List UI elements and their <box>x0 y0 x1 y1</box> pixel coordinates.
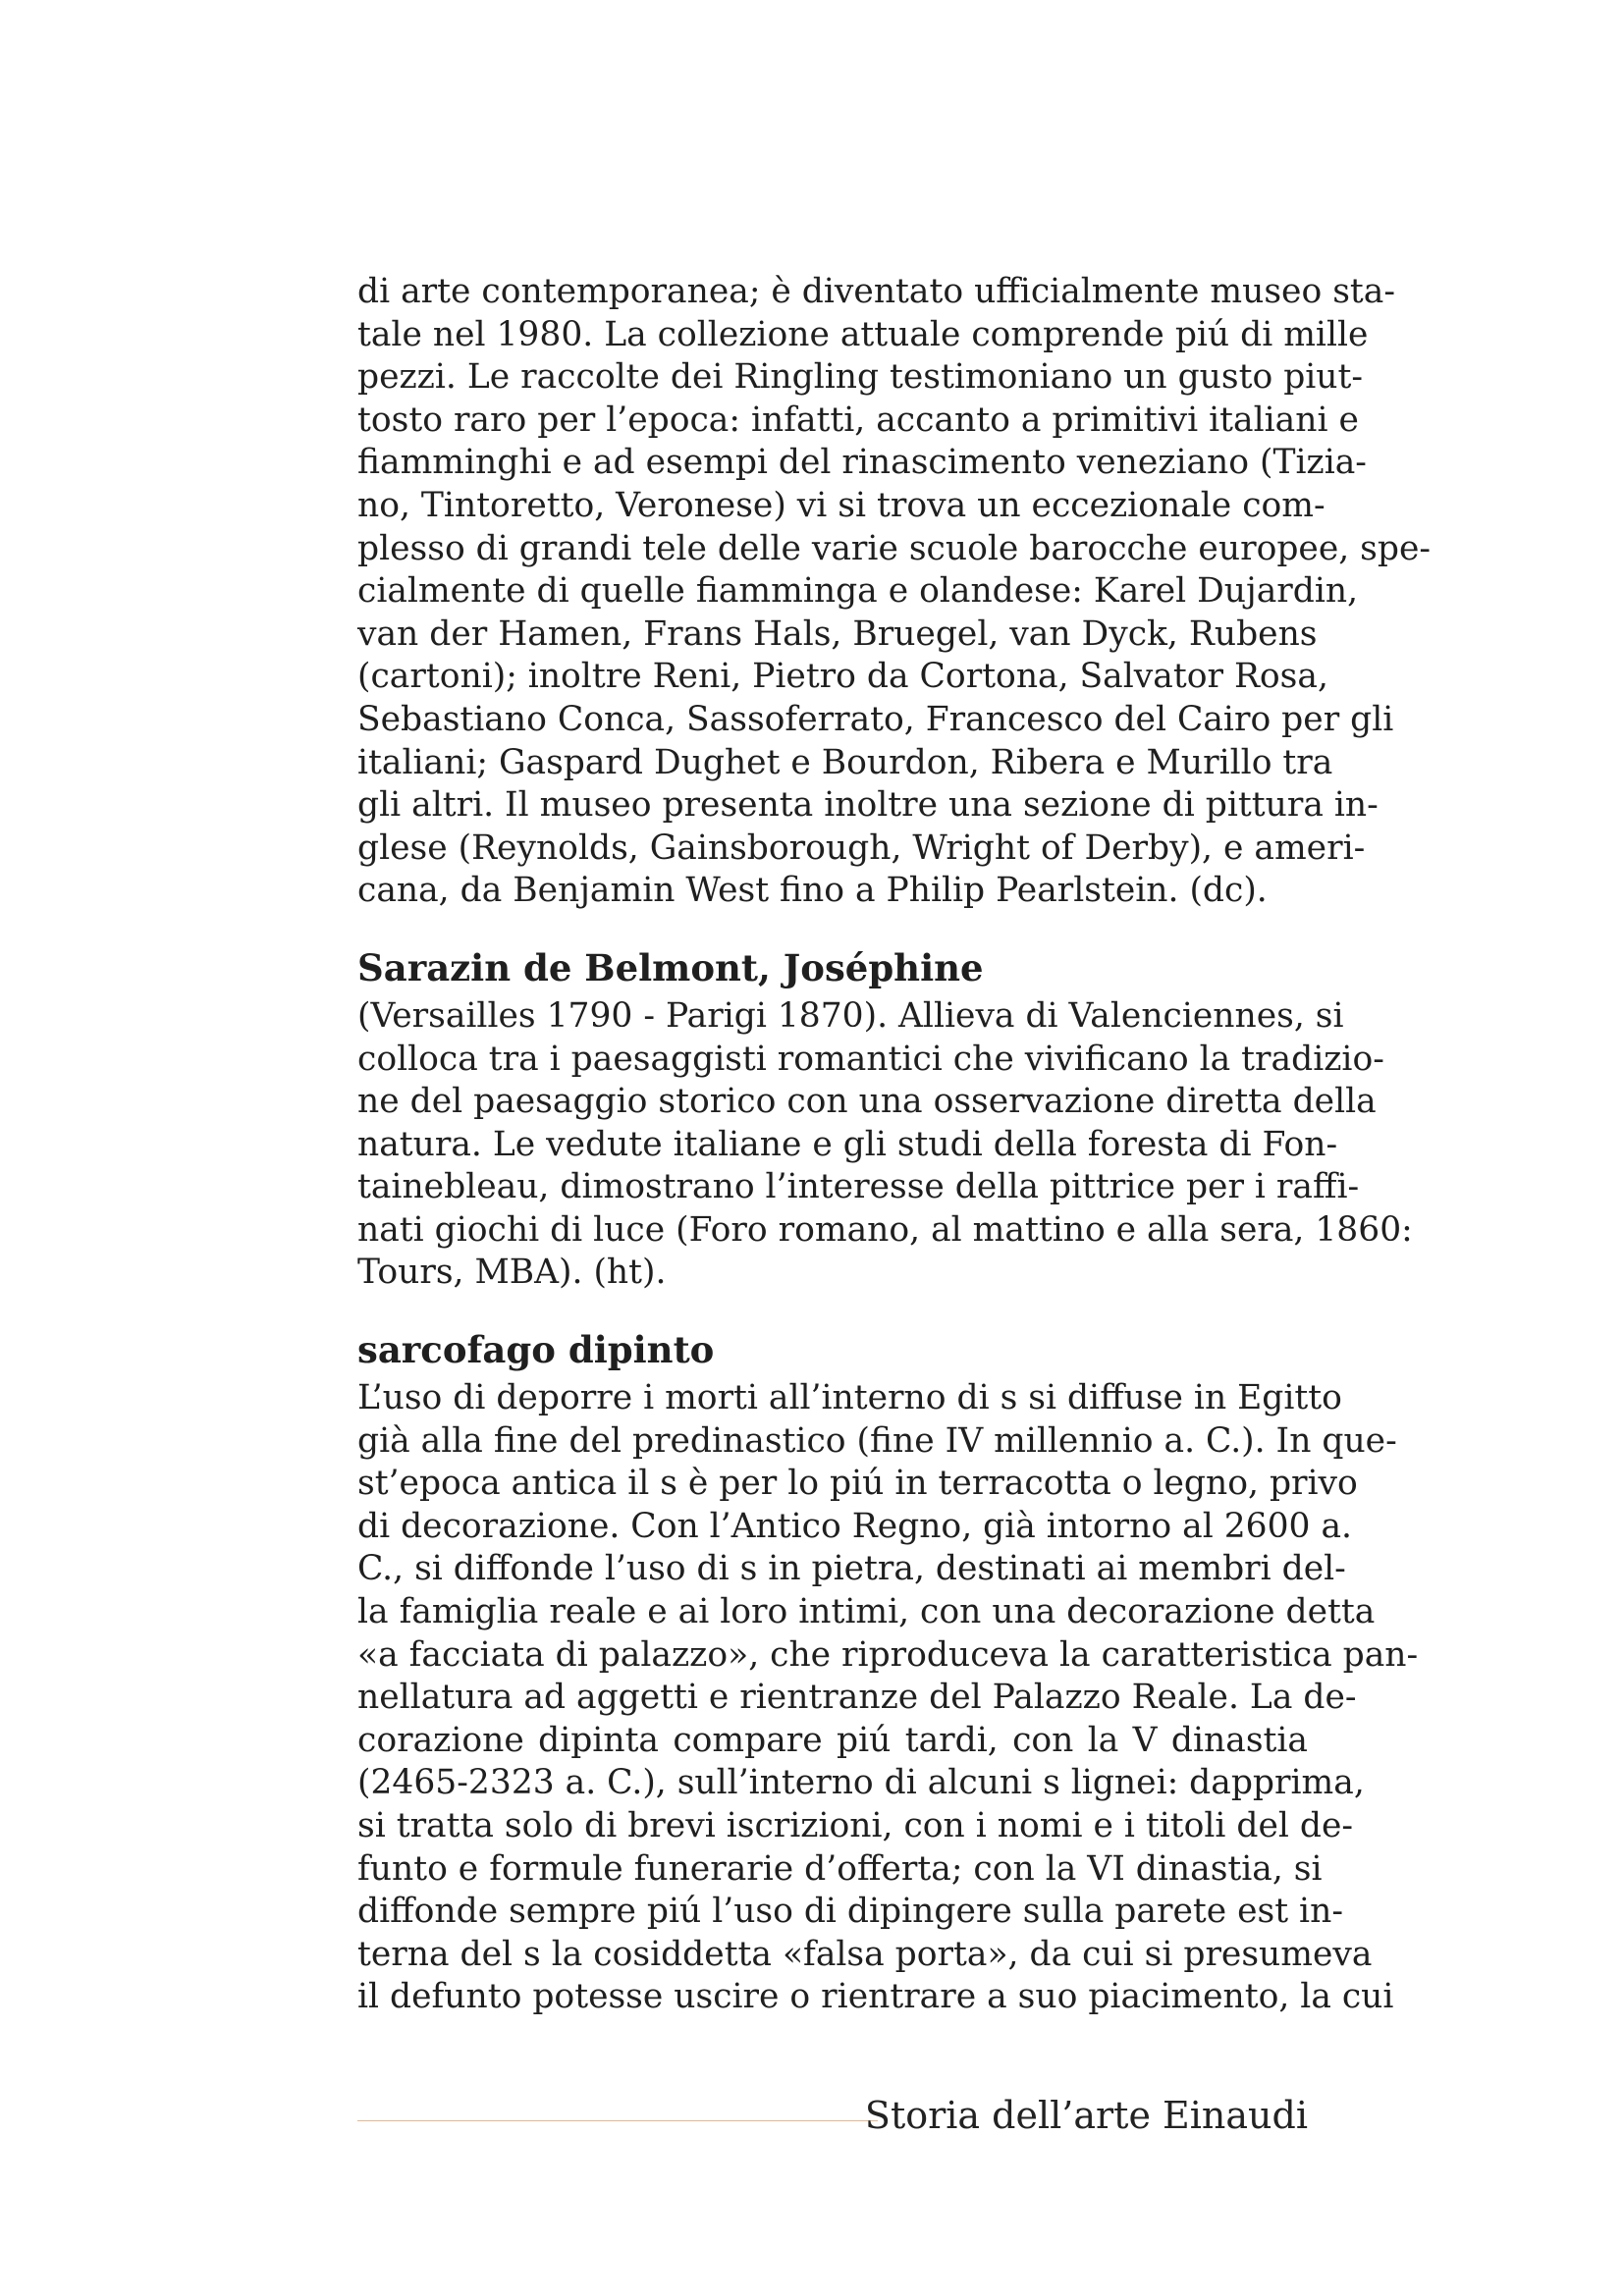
text-line: il defunto potesse uscire o rientrare a suo piacimento, la cui <box>357 1977 1394 2017</box>
footer-publisher: Storia dell’arte Einaudi <box>864 2094 1308 2137</box>
text-line: cialmente di quelle fiamminga e olandese: Karel Dujardin, <box>357 571 1359 612</box>
text-line: tosto raro per l’epoca: infatti, accanto a primitivi italiani e <box>357 400 1359 440</box>
text-line: (Versailles 1790 - Parigi 1870). Allieva di Valenciennes, si <box>357 995 1344 1036</box>
text-line: (cartoni); inoltre Reni, Pietro da Cortona, Salvator Rosa, <box>357 657 1328 697</box>
text-line: Tours, MBA). (ht). <box>357 1253 667 1293</box>
text-line: già alla fine del predinastico (fine IV millennio a. C.). In que- <box>357 1420 1397 1461</box>
text-line: plesso di grandi tele delle varie scuole barocche europee, spe- <box>357 528 1432 568</box>
text-line: gli altri. Il museo presenta inoltre una sezione di pittura in- <box>357 785 1379 826</box>
text-line: pezzi. Le raccolte dei Ringling testimoniano un gusto piut- <box>357 357 1364 398</box>
text-line: di decorazione. Con l’Antico Regno, già intorno al 2600 a. <box>357 1506 1352 1546</box>
text-line: glese (Reynolds, Gainsborough, Wright of Derby), e ameri- <box>357 828 1366 868</box>
text-line: italiani; Gaspard Dughet e Bourdon, Ribera e Murillo tra <box>357 742 1333 782</box>
text-line: si tratta solo di brevi iscrizioni, con i nomi e i titoli del de- <box>357 1806 1354 1845</box>
text-line: terna del s la cosiddetta «falsa porta», da cui si presumeva <box>357 1934 1373 1974</box>
text-line: C., si diffonde l’uso di s in pietra, destinati ai membri del- <box>357 1549 1346 1589</box>
text-line: no, Tintoretto, Veronese) vi si trova un eccezionale com- <box>357 485 1325 525</box>
paragraph-sarcofago <box>357 1377 1419 2019</box>
text-line: st’epoca antica il s è per lo piú in terracotta o legno, privo <box>357 1464 1358 1504</box>
text-line: la famiglia reale e ai loro intimi, con una decorazione detta <box>357 1592 1376 1632</box>
text-line: diffonde sempre piú l’uso di dipingere sulla parete est in- <box>357 1892 1343 1932</box>
text-line: L’uso di deporre i morti all’interno di s si diffuse in Egitto <box>357 1378 1342 1418</box>
entry-title-sarcofago: sarcofago dipinto <box>357 1328 715 1372</box>
page-body <box>357 271 1432 2019</box>
text-line: natura. Le vedute italiane e gli studi della foresta di Fon- <box>357 1124 1338 1164</box>
text-line: nati giochi di luce (Foro romano, al mattino e alla sera, 1860: <box>357 1209 1413 1250</box>
text-line: ne del paesaggio storico con una osservazione diretta della <box>357 1082 1377 1122</box>
text-line: nellatura ad aggetti e rientranze del Palazzo Reale. La de- <box>357 1678 1357 1718</box>
footer-rule <box>357 2120 878 2121</box>
text-line: «a facciata di palazzo», che riproduceva la caratteristica pan- <box>357 1634 1419 1675</box>
paragraph-sarazin <box>357 995 1413 1295</box>
text-line: di arte contemporanea; è diventato ufficialmente museo sta- <box>357 272 1395 311</box>
text-line: corazione dipinta compare piú tardi, con la V dinastia <box>357 1720 1308 1760</box>
text-line: fiamminghi e ad esempi del rinascimento veneziano (Tizia- <box>357 443 1367 483</box>
text-line: tale nel 1980. La collezione attuale comprende piú di mille <box>357 314 1369 354</box>
text-line: (2465-2323 a. C.), sull’interno di alcuni s lignei: dapprima, <box>357 1763 1365 1803</box>
text-line: tainebleau, dimostrano l’interesse della pittrice per i raffi- <box>357 1167 1360 1207</box>
paragraph-museum <box>357 271 1432 913</box>
text-line: colloca tra i paesaggisti romantici che vivificano la tradizio- <box>357 1039 1384 1079</box>
text-line: cana, da Benjamin West fino a Philip Pearlstein. (dc). <box>357 871 1268 911</box>
entry-title-sarazin: Sarazin de Belmont, Joséphine <box>357 945 984 989</box>
text-line: van der Hamen, Frans Hals, Bruegel, van Dyck, Rubens <box>357 614 1318 654</box>
text-line: Sebastiano Conca, Sassoferrato, Francesco del Cairo per gli <box>357 699 1394 739</box>
text-line: funto e formule funerarie d’offerta; con la VI dinastia, si <box>357 1848 1323 1889</box>
